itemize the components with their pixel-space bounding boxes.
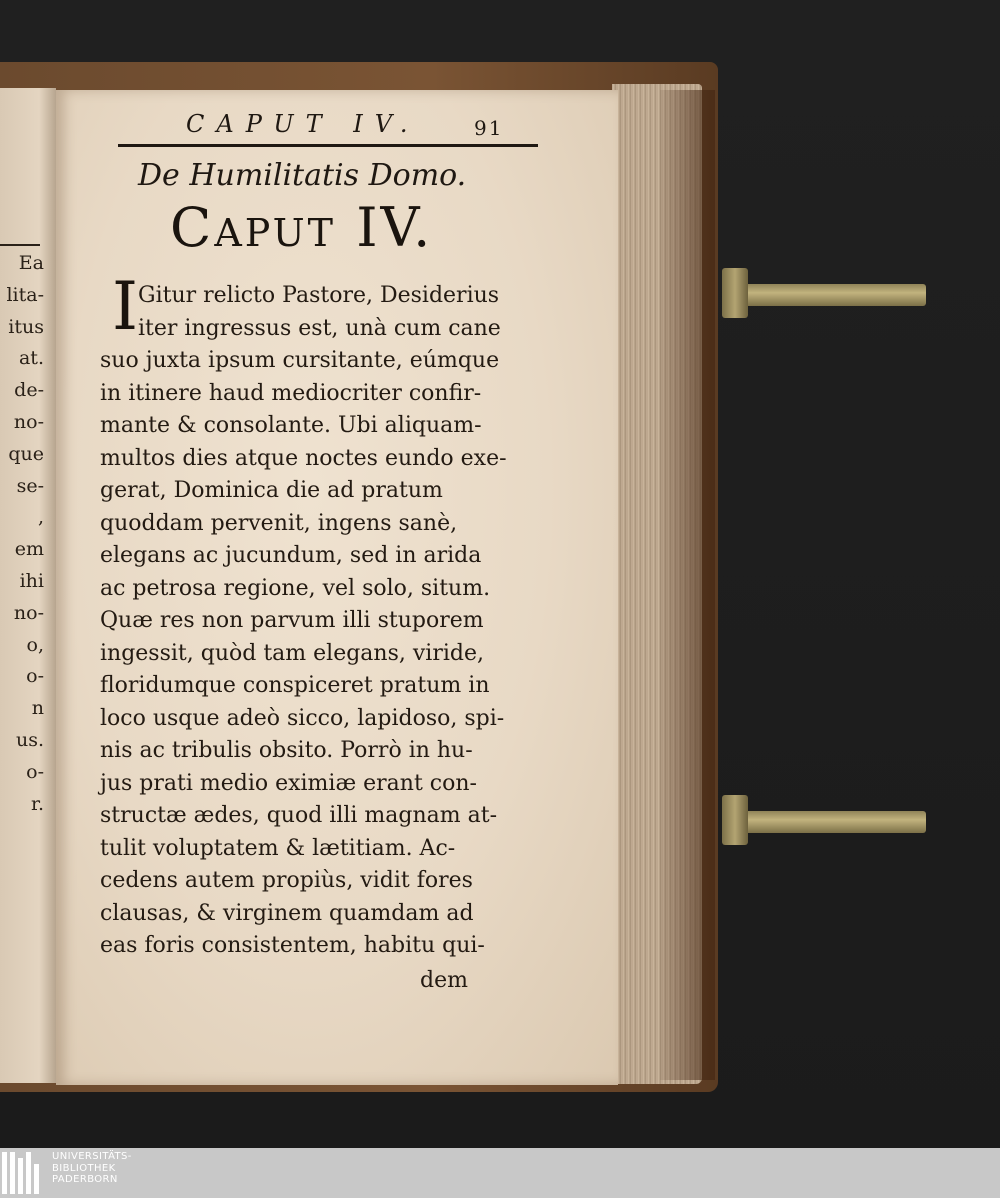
chapter-title: Caput IV. (170, 196, 434, 259)
clasp-hinge (722, 268, 748, 318)
body-text (100, 280, 540, 963)
brass-clasp-bottom (722, 795, 928, 845)
text-line: clausas, & virginem quamdam ad (100, 900, 474, 926)
left-page-rule (0, 244, 40, 246)
text-line: nis ac tribulis obsito. Porrò in hu- (100, 738, 473, 763)
left-page-fragment: us. (15, 728, 44, 751)
text-line: iter ingressus est, unà cum cane (138, 315, 501, 341)
left-page-fragment: Ea (18, 252, 44, 274)
clasp-hinge (722, 795, 748, 845)
text-line: elegans ac jucundum, sed in arida (100, 543, 482, 568)
running-head: CAPUT IV. (186, 110, 420, 138)
left-page (0, 88, 56, 1083)
text-line: quoddam pervenit, ingens sanè, (100, 510, 458, 536)
text-line: suo juxta ipsum cursitante, eúmque (100, 348, 500, 373)
text-line: loco usque adeò sicco, lapidoso, spi- (100, 705, 505, 731)
text-line: jus prati medio eximiæ erant con- (100, 770, 477, 796)
text-line: ingessit, quòd tam elegans, viride, (100, 640, 484, 666)
text-line: Gitur relicto Pastore, Desiderius (138, 283, 500, 308)
left-page-fragment: r. (30, 792, 44, 815)
text-line: ac petrosa regione, vel solo, situm. (100, 575, 491, 601)
text-line: structæ ædes, quod illi magnam at- (100, 803, 498, 828)
footer-bar (0, 1148, 1000, 1198)
institution-line: PADERBORN (52, 1174, 118, 1185)
text-line: tulit voluptatem & lætitiam. Ac- (100, 835, 456, 861)
text-line: Quæ res non parvum illi stuporem (100, 608, 484, 633)
left-page-fragment: no- (13, 601, 44, 624)
text-line: eas foris consistentem, habitu qui- (100, 933, 485, 958)
text-line: multos dies atque noctes eundo exe- (100, 445, 507, 471)
left-page-fragment: o- (26, 760, 44, 783)
left-page-fragment: at. (18, 347, 44, 370)
catchword: dem (420, 968, 468, 993)
header-rule (118, 144, 538, 147)
drop-cap-initial: I (112, 268, 139, 345)
institution-name (52, 1151, 132, 1186)
left-page-fragment: se- (16, 474, 44, 497)
left-page-text (0, 248, 44, 820)
left-page-fragment: de- (14, 379, 44, 402)
institution-line: UNIVERSITÄTS- (52, 1151, 132, 1162)
right-page (56, 90, 618, 1085)
text-line: cedens autem propiùs, vidit fores (100, 868, 473, 893)
left-page-fragment: n (31, 697, 44, 720)
text-line: floridumque conspiceret pratum in (100, 673, 490, 698)
institution-line: BIBLIOTHEK (52, 1162, 116, 1174)
text-line: gerat, Dominica die ad pratum (100, 478, 443, 503)
clasp-bar (730, 811, 926, 833)
fore-edge-shadow (660, 90, 715, 1080)
left-page-fragment: o, (26, 633, 44, 656)
left-page-fragment: lita- (6, 283, 44, 306)
library-logo-icon (2, 1152, 48, 1194)
left-page-fragment: , (37, 506, 44, 529)
clasp-bar (730, 284, 926, 306)
left-page-fragment: ihi (19, 569, 44, 592)
left-page-fragment: o- (26, 665, 44, 688)
left-page-fragment: que (8, 442, 44, 465)
left-page-fragment: itus (8, 315, 44, 338)
page-number: 91 (474, 116, 504, 140)
chapter-subtitle: De Humilitatis Domo. (138, 158, 467, 193)
brass-clasp-top (722, 268, 928, 318)
left-page-fragment: em (14, 538, 44, 561)
text-line: in itinere haud mediocriter confir- (100, 380, 482, 406)
text-line: mante & consolante. Ubi aliquam- (100, 413, 482, 438)
left-page-fragment: no- (13, 410, 44, 433)
